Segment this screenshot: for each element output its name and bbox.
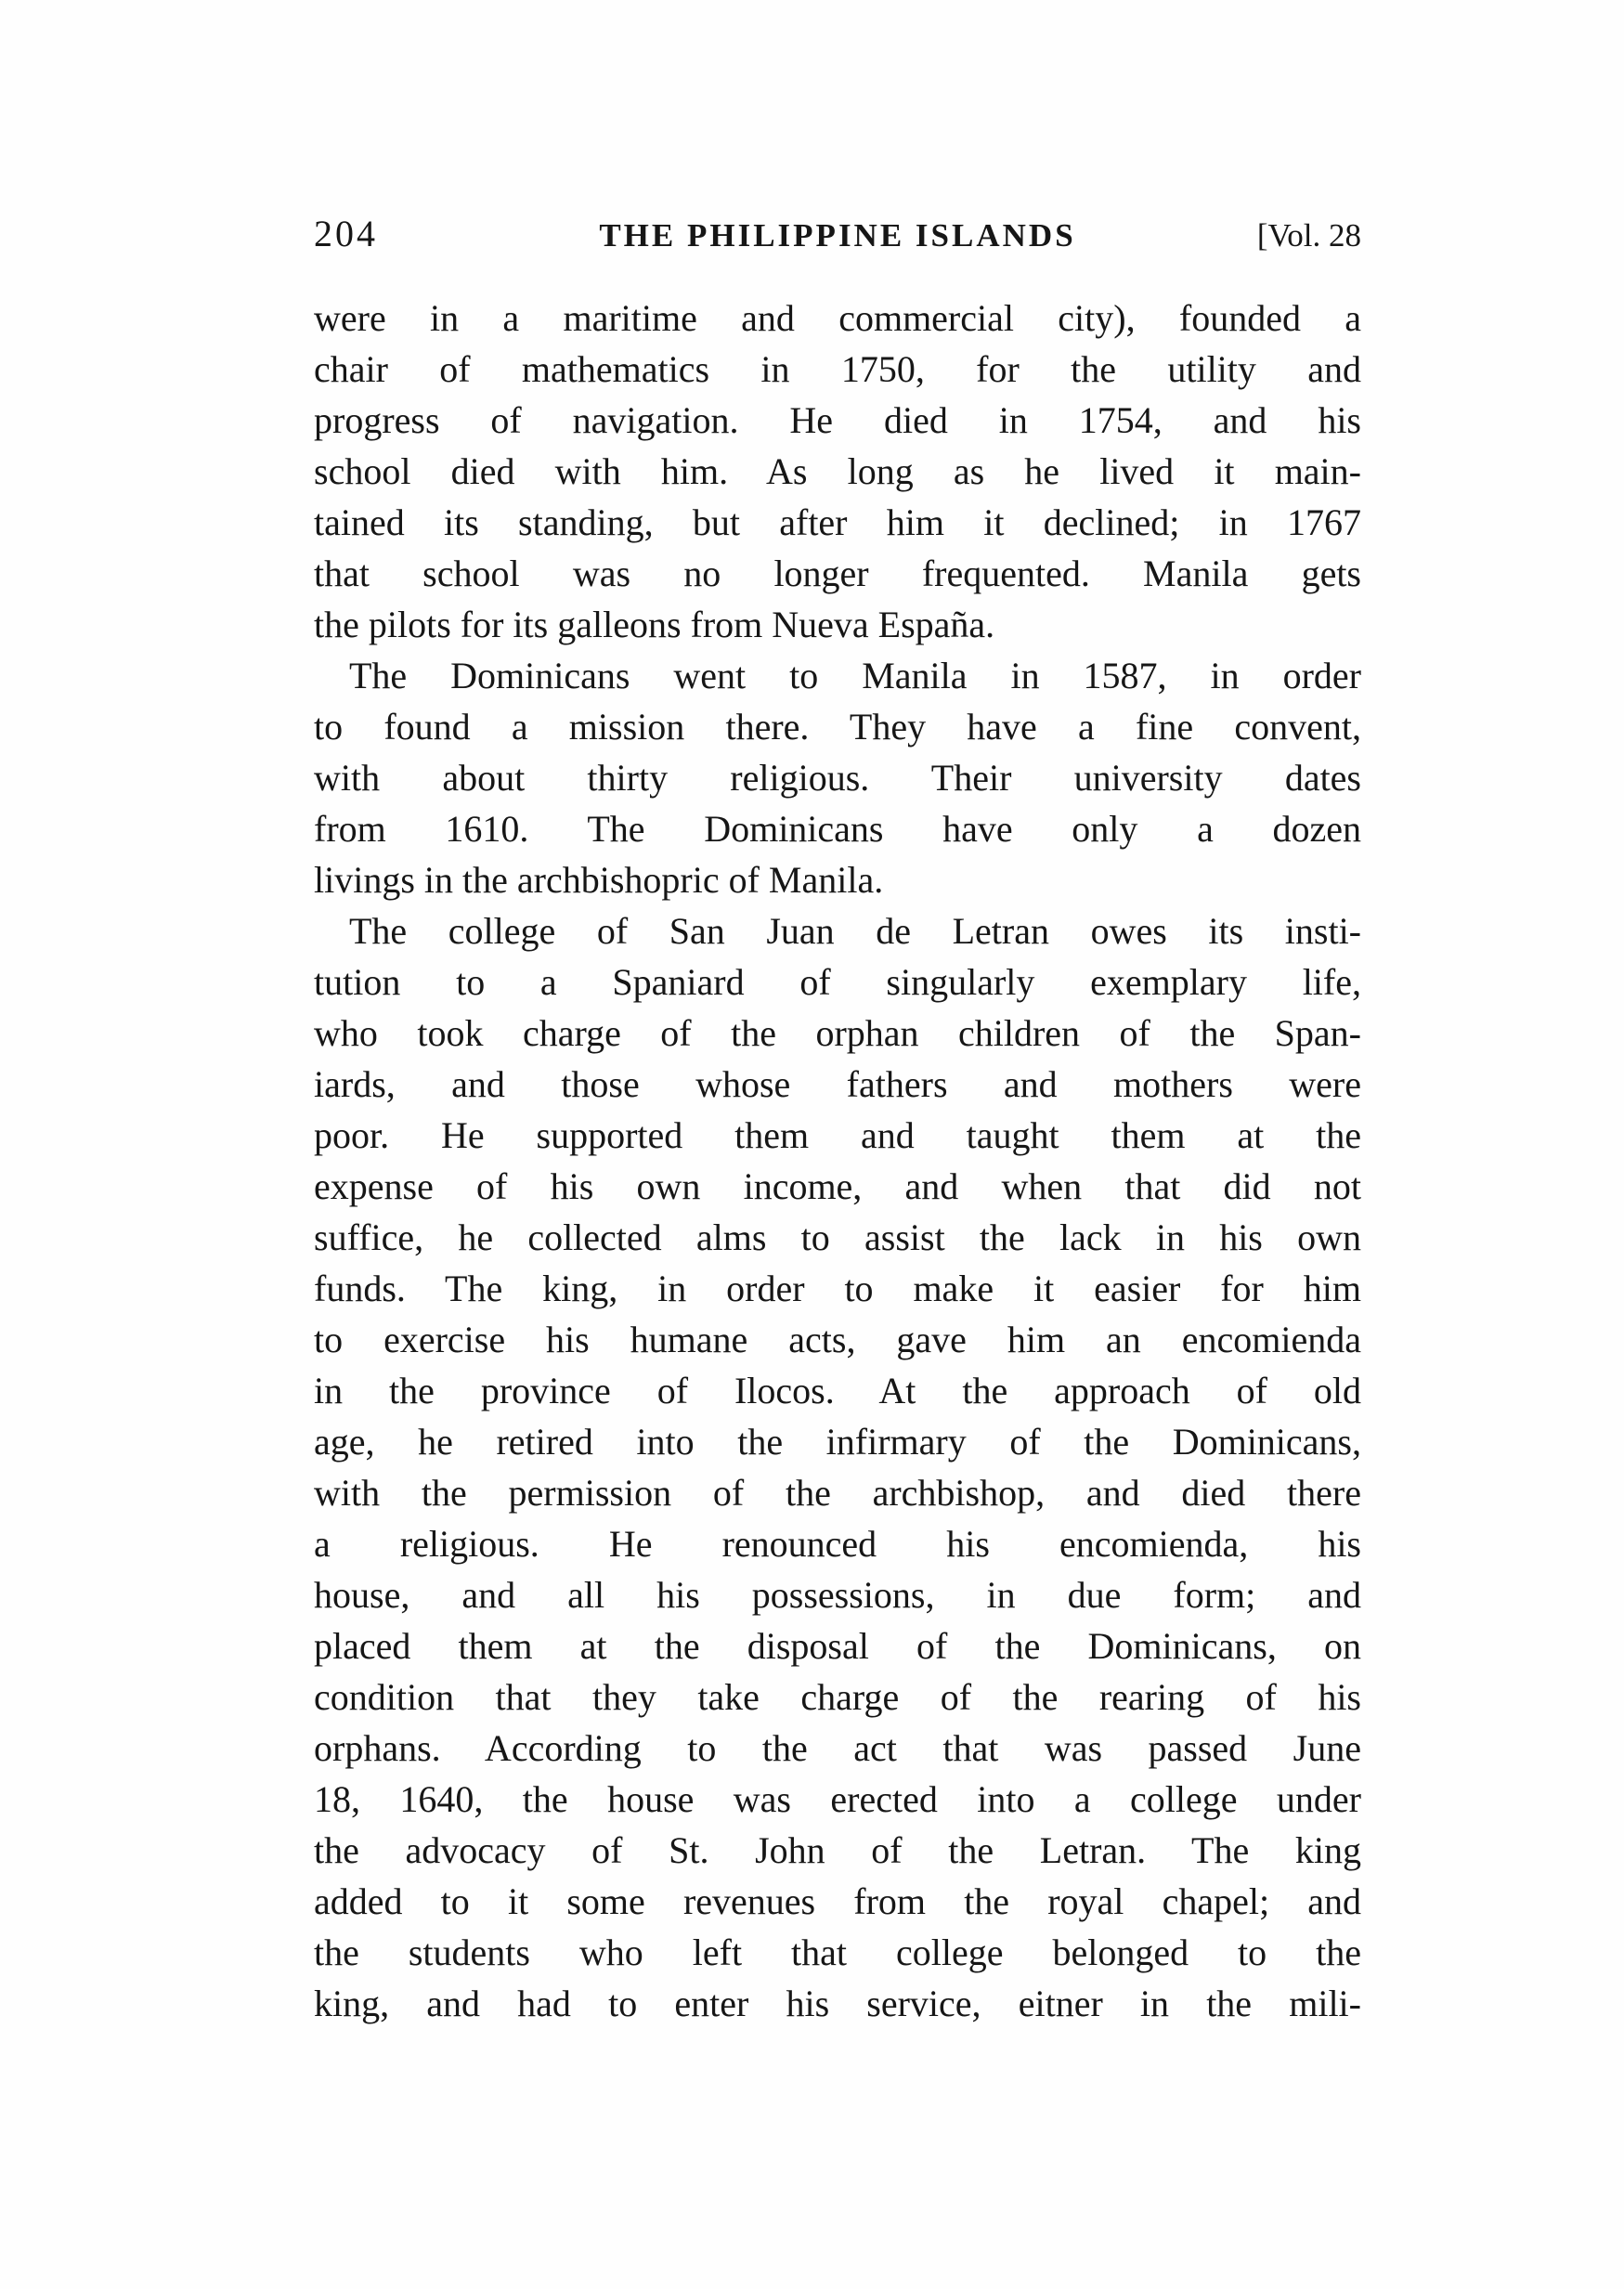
text-line: that school was no longer frequented. Manila gets: [314, 553, 1361, 594]
text-line: a religious. He renounced his encomienda, his: [314, 1523, 1361, 1565]
text-line: who took charge of the orphan children of the Span-: [314, 1012, 1361, 1054]
text-line: progress of navigation. He died in 1754, and his: [314, 399, 1361, 441]
page-title: THE PHILIPPINE ISLANDS: [599, 217, 1076, 254]
text-line: king, and had to enter his service, eitner in the mili-: [314, 1983, 1361, 2024]
text-line: with the permission of the archbishop, and died there: [314, 1472, 1361, 1514]
running-head: [314, 212, 1361, 255]
text-line: with about thirty religious. Their university dates: [314, 757, 1361, 799]
text-line: the advocacy of St. John of the Letran. The king: [314, 1829, 1361, 1871]
text-line: tution to a Spaniard of singularly exemplary life,: [314, 961, 1361, 1003]
text-line: livings in the archbishopric of Manila.: [314, 859, 884, 901]
text-line: condition that they take charge of the rearing of his: [314, 1676, 1361, 1718]
text-line: orphans. According to the act that was passed June: [314, 1727, 1361, 1769]
text-line: the students who left that college belonged to the: [314, 1931, 1361, 1973]
text-line: suffice, he collected alms to assist the lack in his own: [314, 1216, 1361, 1258]
text-line: iards, and those whose fathers and mothers were: [314, 1063, 1361, 1105]
text-line: were in a maritime and commercial city), founded a: [314, 297, 1361, 339]
text-line: The college of San Juan de Letran owes its insti-: [349, 910, 1361, 952]
volume-label: [Vol. 28: [1256, 217, 1361, 254]
paragraph: [314, 905, 1361, 2029]
paragraph: [314, 293, 1361, 650]
text-line: school died with him. As long as he lived it main-: [314, 450, 1361, 492]
text-line: placed them at the disposal of the Dominicans, on: [314, 1625, 1361, 1667]
text-line: The Dominicans went to Manila in 1587, in order: [349, 655, 1361, 696]
text-line: age, he retired into the infirmary of the Dominicans,: [314, 1421, 1361, 1463]
text-line: to found a mission there. They have a fine convent,: [314, 706, 1361, 748]
text-line: house, and all his possessions, in due form; and: [314, 1574, 1361, 1616]
text-line: from 1610. The Dominicans have only a dozen: [314, 808, 1361, 850]
text-block: [314, 293, 1361, 2029]
text-line: added to it some revenues from the royal chapel; and: [314, 1880, 1361, 1922]
text-line: tained its standing, but after him it declined; in 1767: [314, 501, 1361, 543]
text-line: expense of his own income, and when that did not: [314, 1165, 1361, 1207]
text-line: poor. He supported them and taught them at the: [314, 1114, 1361, 1156]
page-number: 204: [314, 213, 378, 254]
text-line: the pilots for its galleons from Nueva España.: [314, 604, 995, 645]
text-line: to exercise his humane acts, gave him an encomienda: [314, 1319, 1361, 1360]
text-line: chair of mathematics in 1750, for the utility and: [314, 348, 1361, 390]
paragraph: [314, 650, 1361, 905]
text-line: in the province of Ilocos. At the approach of old: [314, 1370, 1361, 1411]
text-line: funds. The king, in order to make it easier for him: [314, 1268, 1361, 1309]
text-line: 18, 1640, the house was erected into a college under: [314, 1778, 1361, 1820]
